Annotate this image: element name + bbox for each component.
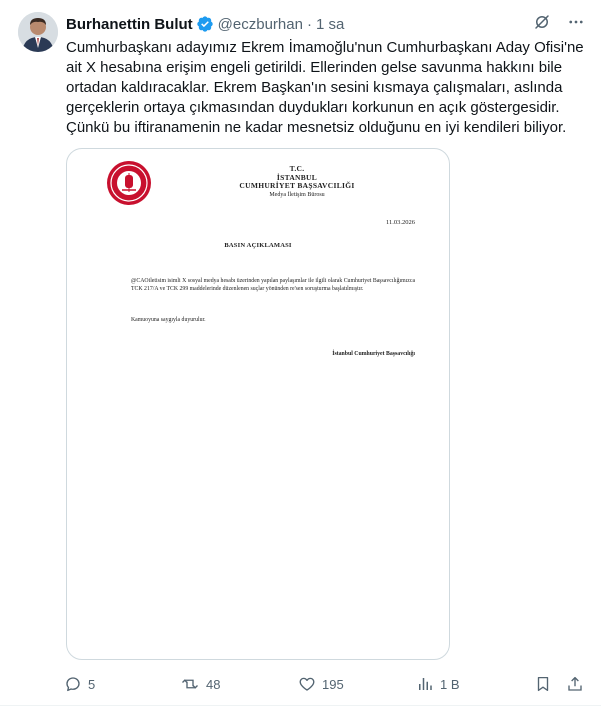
document-header bbox=[207, 165, 387, 199]
document-title: BASIN AÇIKLAMASI bbox=[224, 242, 292, 249]
repost-button[interactable] bbox=[180, 673, 220, 695]
tweet-header bbox=[66, 14, 344, 34]
more-options-icon[interactable] bbox=[567, 13, 585, 31]
document-header-line: İSTANBUL bbox=[276, 172, 318, 182]
avatar[interactable] bbox=[18, 12, 58, 52]
separator-dot: · bbox=[306, 15, 312, 33]
bookmark-icon bbox=[534, 675, 552, 693]
prosecutor-seal-icon bbox=[105, 159, 153, 207]
document-paragraph: @CAOiletisim isimli X sosyal medya hesabı üzerinden yapılan paylaşımlar ile ilgili olarak Cumhuriyet Başsavcılığımızca TCK 217/A ve TCK 299 maddelerinde düzenlenen suçlar yönünden re'sen soruşturma başlatılmıştır. bbox=[131, 278, 416, 292]
document-date: 11.03.2026 bbox=[385, 219, 415, 226]
views-button[interactable] bbox=[416, 673, 460, 695]
tweet-media-image[interactable] bbox=[66, 148, 450, 660]
document-closing: Kamuoyuna saygıyla duyurulur. bbox=[131, 317, 206, 323]
document-signature: İstanbul Cumhuriyet Başsavcılığı bbox=[332, 351, 415, 357]
views-count: 1 B bbox=[440, 676, 460, 692]
top-actions bbox=[533, 13, 585, 31]
share-button[interactable] bbox=[566, 673, 584, 695]
press-release-document bbox=[67, 149, 449, 659]
like-count: 195 bbox=[322, 676, 344, 692]
analytics-icon bbox=[416, 675, 434, 693]
document-header-line: CUMHURİYET BAŞSAVCILIĞI bbox=[239, 181, 355, 190]
reply-button[interactable] bbox=[64, 673, 95, 695]
author-handle[interactable]: @eczburhan bbox=[217, 15, 303, 33]
repost-icon bbox=[180, 675, 200, 693]
grok-icon[interactable] bbox=[533, 13, 551, 31]
bookmark-button[interactable] bbox=[534, 673, 552, 695]
author-name[interactable]: Burhanettin Bulut bbox=[66, 15, 193, 33]
reply-count: 5 bbox=[88, 676, 96, 692]
timestamp[interactable]: 1 sa bbox=[315, 15, 345, 33]
verified-badge-icon bbox=[196, 15, 214, 33]
like-button[interactable] bbox=[298, 673, 344, 695]
share-icon bbox=[566, 675, 584, 693]
heart-icon bbox=[298, 675, 316, 693]
action-bar bbox=[64, 673, 586, 695]
document-header-subline: Medya İletişim Bürosu bbox=[269, 191, 325, 198]
reply-icon bbox=[64, 675, 82, 693]
repost-count: 48 bbox=[206, 676, 221, 692]
document-header-line: T.C. bbox=[289, 164, 305, 173]
tweet-text: Cumhurbaşkanı adayımız Ekrem İmamoğlu'nun Cumhurbaşkanı Aday Ofisi'ne ait X hesabına erişim engeli getirildi. Ellerinden gelse savunma hakkını bile ortadan kaldıracaklar. Ekrem Başkan'ın sesini kısmaya çalışmaları, aslında gerçeklerin ortaya çıkmasından duydukları korkunun en açık göstergesidir. Çünkü bu iftiranamenin ne kadar mesnetsiz olduğunu en iyi kendileri biliyor. bbox=[66, 39, 584, 136]
